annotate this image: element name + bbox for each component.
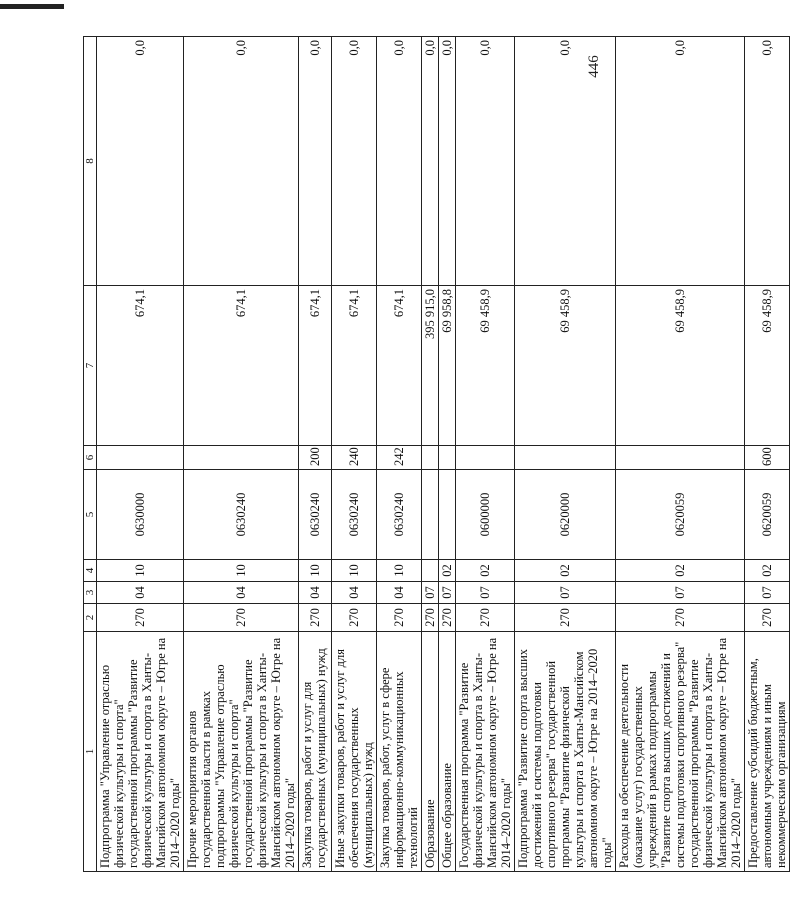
row-cell-c5: 0600000 [456,470,515,560]
row-cell-c4: 10 [97,560,184,582]
row-cell-c7: 674,1 [377,286,422,446]
row-cell-c3: 07 [616,582,745,604]
column-header: 4 [84,560,97,582]
row-cell-c5 [422,470,439,560]
row-cell-c7: 674,1 [299,286,332,446]
row-description: Подпрограмма "Управление отраслью физической культуры и спорта" государственной программы "Развитие физической культуры и спорта в Ханты-Мансийском автономном округе – Югре на 2014–2020 годы" [97,632,184,872]
row-cell-c5: 0630240 [184,470,299,560]
row-cell-c7: 69 458,9 [515,286,616,446]
row-cell-c8: 0,0 [377,37,422,286]
row-cell-c3: 04 [184,582,299,604]
row-cell-c7: 69 958,8 [439,286,456,446]
column-header: 2 [84,604,97,632]
row-cell-c6 [184,446,299,470]
row-cell-c4: 10 [377,560,422,582]
column-header: 6 [84,446,97,470]
table-row [422,37,439,872]
row-description: Расходы на обеспечение деятельности (оказание услуг) государственных учреждений в рамках подпрограммы "Развитие спорта высших достижений и системы подготовки спортивного резерва" государственной программы "Развитие физической культуры и спорта в Ханты-Мансийском автономном округе – Югре на 2014–2020 годы" [616,632,745,872]
row-cell-c6: 242 [377,446,422,470]
column-header: 5 [84,470,97,560]
row-cell-c4: 10 [299,560,332,582]
row-cell-c4: 02 [515,560,616,582]
row-cell-c8: 0,0 [97,37,184,286]
row-cell-c8: 0,0 [184,37,299,286]
row-cell-c7: 674,1 [97,286,184,446]
row-cell-c2: 270 [616,604,745,632]
table-row [456,37,515,872]
row-description: Прочие мероприятия органов государственной власти в рамках подпрограммы "Управление отраслью физической культуры и спорта" государственной программы "Развитие физической культуры и спорта в Ханты-Мансийском автономном округе – Югре на 2014–2020 годы" [184,632,299,872]
row-cell-c5: 0630240 [377,470,422,560]
row-cell-c8: 0,0 [745,37,790,286]
row-cell-c2: 270 [745,604,790,632]
table-row [377,37,422,872]
row-cell-c3: 04 [332,582,377,604]
row-cell-c3: 04 [377,582,422,604]
row-cell-c2: 270 [515,604,616,632]
row-cell-c8: 0,0 [332,37,377,286]
row-cell-c8: 0,0 [515,37,616,286]
row-cell-c6 [439,446,456,470]
row-cell-c6 [616,446,745,470]
row-cell-c4: 02 [456,560,515,582]
row-cell-c8: 0,0 [422,37,439,286]
row-cell-c7: 69 458,9 [456,286,515,446]
column-header: 8 [84,37,97,286]
row-cell-c5: 0620000 [515,470,616,560]
row-cell-c5: 0630240 [299,470,332,560]
row-cell-c8: 0,0 [616,37,745,286]
table-row [515,37,616,872]
row-cell-c6 [97,446,184,470]
row-cell-c4: 10 [184,560,299,582]
page-number: 446 [585,55,602,78]
table-row [745,37,790,872]
row-description: Закупка товаров, работ, услуг в сфере информационно-коммуникационных технологий [377,632,422,872]
row-cell-c6: 200 [299,446,332,470]
scan-edge-mark [0,4,64,9]
row-cell-c2: 270 [184,604,299,632]
row-description: Государственная программа "Развитие физической культуры и спорта в Ханты-Мансийском автономном округе – Югре на 2014–2020 годы" [456,632,515,872]
row-cell-c5: 0620059 [616,470,745,560]
row-cell-c7: 674,1 [184,286,299,446]
row-cell-c2: 270 [299,604,332,632]
row-cell-c6: 240 [332,446,377,470]
row-cell-c4: 02 [616,560,745,582]
table-row [439,37,456,872]
row-cell-c3: 07 [422,582,439,604]
row-cell-c7: 69 458,9 [745,286,790,446]
column-header: 7 [84,286,97,446]
row-cell-c5 [439,470,456,560]
row-description: Предоставление субсидий бюджетным, автономным учреждениям и иным некоммерческим организациям [745,632,790,872]
row-cell-c3: 07 [745,582,790,604]
row-cell-c4: 02 [439,560,456,582]
row-cell-c3: 04 [97,582,184,604]
table-row [184,37,299,872]
row-cell-c2: 270 [377,604,422,632]
row-cell-c2: 270 [97,604,184,632]
row-cell-c7: 395 915,0 [422,286,439,446]
row-cell-c3: 07 [439,582,456,604]
row-cell-c8: 0,0 [439,37,456,286]
row-cell-c7: 674,1 [332,286,377,446]
header-row [84,37,97,872]
row-description: Закупка товаров, работ и услуг для государственных (муниципальных) нужд [299,632,332,872]
row-description: Образование [422,632,439,872]
table-row [616,37,745,872]
row-cell-c5: 0620059 [745,470,790,560]
row-cell-c3: 07 [515,582,616,604]
row-description: Подпрограмма "Развитие спорта высших достижений и системы подготовки спортивного резерва" государственной программы "Развитие физической культуры и спорта в Ханты-Мансийском автономном округе – Югре на 2014–2020 годы" [515,632,616,872]
row-cell-c6: 600 [745,446,790,470]
row-cell-c5: 0630240 [332,470,377,560]
row-cell-c6 [422,446,439,470]
table-row [332,37,377,872]
row-cell-c4: 02 [745,560,790,582]
column-header: 3 [84,582,97,604]
row-cell-c7: 69 458,9 [616,286,745,446]
column-header: 1 [84,632,97,872]
row-cell-c4: 10 [332,560,377,582]
budget-table [83,36,790,872]
row-description: Общее образование [439,632,456,872]
row-description: Иные закупки товаров, работ и услуг для обеспечения государственных (муниципальных) нужд [332,632,377,872]
row-cell-c2: 270 [456,604,515,632]
row-cell-c5: 0630000 [97,470,184,560]
row-cell-c2: 270 [332,604,377,632]
row-cell-c2: 270 [439,604,456,632]
row-cell-c6 [456,446,515,470]
row-cell-c3: 04 [299,582,332,604]
table-body [97,37,790,872]
row-cell-c4 [422,560,439,582]
table-row [299,37,332,872]
table-row [97,37,184,872]
row-cell-c2: 270 [422,604,439,632]
row-cell-c3: 07 [456,582,515,604]
row-cell-c8: 0,0 [456,37,515,286]
row-cell-c8: 0,0 [299,37,332,286]
row-cell-c6 [515,446,616,470]
